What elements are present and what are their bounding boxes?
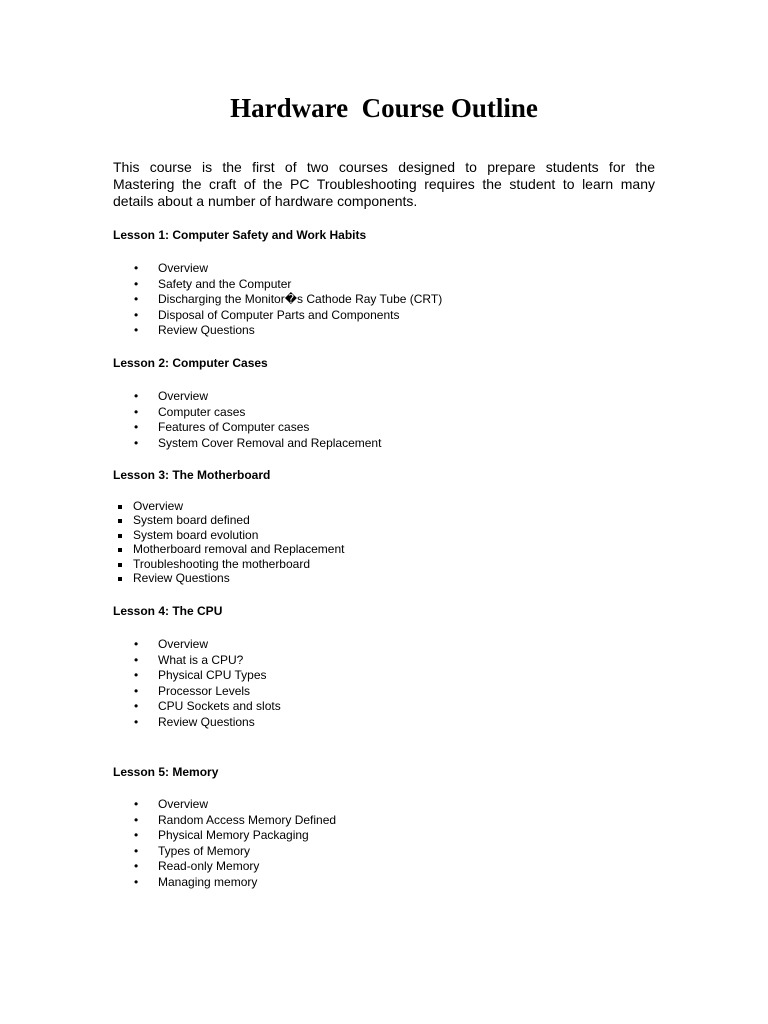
square-bullet-icon — [118, 519, 122, 523]
list-item — [113, 436, 381, 452]
list-item-label: Overview — [158, 261, 209, 275]
bullet-icon: • — [134, 797, 139, 811]
list-item — [113, 797, 336, 813]
list-item-label: Managing memory — [158, 874, 258, 889]
list-item — [113, 875, 336, 891]
list-item — [113, 528, 344, 542]
list-item — [113, 844, 336, 860]
list-item-label: Physical Memory Packaging — [158, 828, 309, 842]
bullet-icon: • — [134, 261, 139, 275]
list-item — [113, 323, 442, 339]
intro-line: This course is the first of two courses designed to prepare students for the — [113, 159, 655, 175]
list-item-label: Review Questions — [133, 570, 230, 585]
lesson-4-heading: Lesson 4: The CPU — [113, 604, 223, 618]
list-item — [113, 261, 442, 277]
page-title: Hardware Course Outline — [230, 93, 538, 123]
bullet-icon: • — [134, 874, 139, 889]
list-item-label: Discharging the Monitor�s Cathode Ray Tube (CRT) — [158, 292, 443, 306]
list-item — [113, 389, 381, 405]
bullet-icon: • — [134, 420, 139, 434]
list-item — [113, 277, 442, 293]
intro-paragraph — [113, 159, 655, 210]
list-item-label: Overview — [158, 797, 209, 811]
list-item-label: Safety and the Computer — [158, 276, 292, 291]
lesson-3-list — [113, 499, 344, 585]
list-item — [113, 420, 381, 436]
square-bullet-icon — [118, 534, 122, 538]
list-item-label: Troubleshooting the motherboard — [133, 556, 310, 571]
bullet-icon: • — [134, 292, 139, 306]
list-item-label: Physical CPU Types — [158, 668, 267, 682]
square-bullet-icon — [118, 505, 122, 509]
list-item — [113, 813, 336, 829]
lesson-3-heading: Lesson 3: The Motherboard — [113, 468, 271, 482]
bullet-icon: • — [134, 828, 139, 842]
list-item-label: Overview — [158, 637, 209, 651]
lesson-2-heading: Lesson 2: Computer Cases — [113, 356, 268, 370]
list-item — [113, 405, 381, 421]
bullet-icon: • — [134, 276, 139, 291]
list-item — [113, 859, 336, 875]
list-item-label: What is a CPU? — [158, 652, 244, 667]
list-item-label: Disposal of Computer Parts and Components — [158, 307, 400, 322]
lesson-5-heading: Lesson 5: Memory — [113, 765, 219, 779]
list-item-label: Processor Levels — [158, 683, 251, 698]
list-item — [113, 668, 281, 684]
lesson-2-list — [113, 389, 381, 451]
bullet-icon: • — [134, 668, 139, 682]
list-item-label: System board evolution — [133, 527, 259, 542]
list-item — [113, 699, 281, 715]
bullet-icon: • — [134, 652, 139, 667]
bullet-icon: • — [134, 389, 139, 403]
list-item — [113, 715, 281, 731]
bullet-icon: • — [134, 307, 139, 322]
list-item-label: System Cover Removal and Replacement — [158, 435, 382, 450]
list-item-label: CPU Sockets and slots — [158, 699, 281, 713]
bullet-icon: • — [134, 859, 139, 873]
list-item-label: System board defined — [133, 513, 250, 528]
list-item — [113, 571, 344, 585]
lesson-5-list — [113, 797, 336, 890]
lesson-4-list — [113, 637, 281, 730]
bullet-icon: • — [134, 812, 139, 827]
list-item-label: Review Questions — [158, 714, 255, 729]
list-item-label: Review Questions — [158, 323, 255, 337]
intro-line: details about a number of hardware components. — [113, 193, 418, 209]
list-item-label: Motherboard removal and Replacement — [133, 542, 345, 557]
list-item-label: Overview — [158, 389, 209, 403]
list-item — [113, 292, 442, 308]
square-bullet-icon — [118, 563, 122, 567]
list-item — [113, 684, 281, 700]
bullet-icon: • — [134, 323, 139, 337]
list-item-label: Random Access Memory Defined — [158, 812, 337, 827]
bullet-icon: • — [134, 714, 139, 729]
bullet-icon: • — [134, 637, 139, 651]
list-item — [113, 557, 344, 571]
bullet-icon: • — [134, 404, 139, 419]
square-bullet-icon — [118, 548, 122, 552]
list-item-label: Overview — [133, 499, 184, 513]
list-item — [113, 542, 344, 556]
lesson-1-list — [113, 261, 442, 339]
square-bullet-icon — [118, 577, 122, 581]
intro-line: Mastering the craft of the PC Troubleshooting requires the student to learn many — [113, 176, 655, 192]
lesson-1-heading: Lesson 1: Computer Safety and Work Habits — [113, 228, 367, 242]
bullet-icon: • — [134, 699, 139, 713]
list-item — [113, 499, 344, 513]
list-item — [113, 308, 442, 324]
bullet-icon: • — [134, 843, 139, 858]
bullet-icon: • — [134, 435, 139, 450]
list-item-label: Read-only Memory — [158, 859, 260, 873]
list-item — [113, 828, 336, 844]
list-item — [113, 513, 344, 527]
list-item-label: Features of Computer cases — [158, 420, 310, 434]
list-item — [113, 653, 281, 669]
list-item-label: Types of Memory — [158, 843, 251, 858]
bullet-icon: • — [134, 683, 139, 698]
list-item-label: Computer cases — [158, 404, 246, 419]
list-item — [113, 637, 281, 653]
